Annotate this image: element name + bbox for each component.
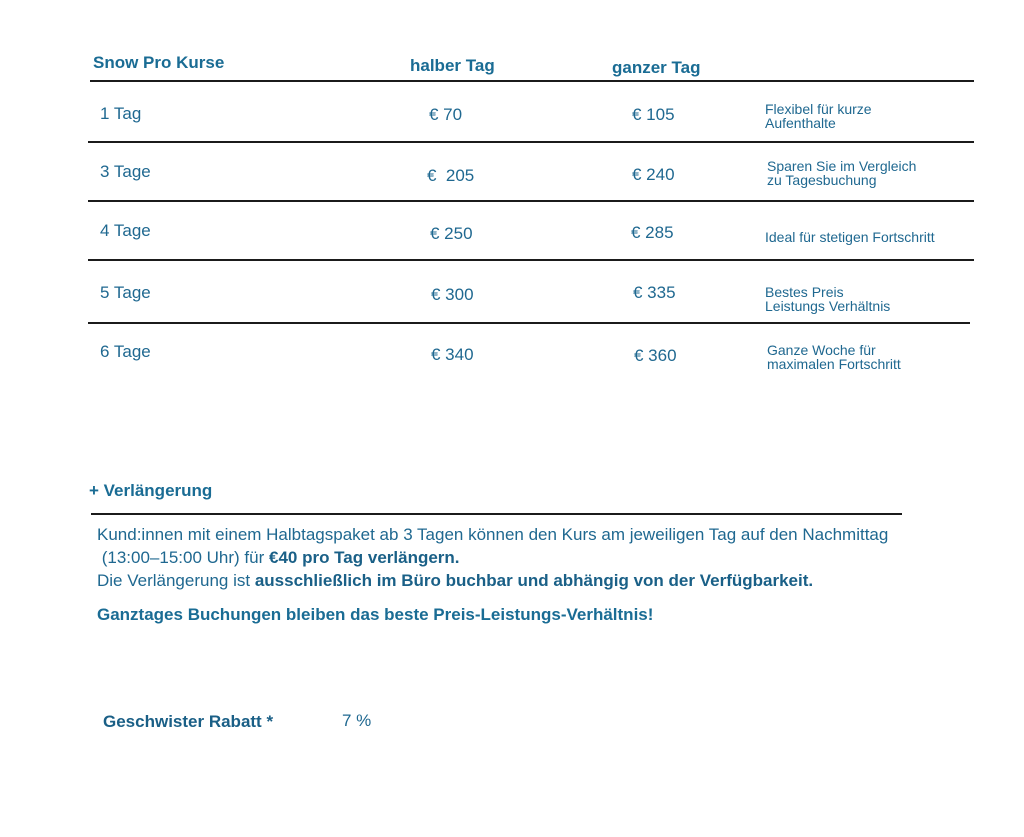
row-note: Bestes Preis Leistungs Verhältnis [765, 284, 891, 314]
row-full-price: € 335 [633, 283, 676, 302]
row-note: Flexibel für kurze Aufenthalte [765, 101, 872, 131]
header-course: Snow Pro Kurse [93, 53, 225, 72]
extension-text-line2: (13:00–15:00 Uhr) für €40 pro Tag verlängern. [97, 548, 460, 567]
row-half-price: € 300 [431, 285, 474, 304]
row-half-price: € 250 [430, 224, 473, 243]
extension-highlight: Ganztages Buchungen bleiben das beste Preis-Leistungs-Verhältnis! [97, 605, 654, 624]
discount-label: Geschwister Rabatt * [103, 712, 274, 731]
row-duration: 1 Tag [100, 104, 142, 123]
row-full-price: € 360 [634, 346, 677, 365]
row-divider [88, 259, 974, 261]
row-full-price: € 285 [631, 223, 674, 242]
row-note: Ideal für stetigen Fortschritt [765, 229, 935, 245]
row-half-price: € 340 [431, 345, 474, 364]
row-duration: 4 Tage [100, 221, 151, 240]
row-half-price: € 70 [429, 105, 463, 124]
header-full-day: ganzer Tag [612, 58, 701, 77]
extension-text-line1: Kund:innen mit einem Halbtagspaket ab 3 Tagen können den Kurs am jeweiligen Tag auf den Nachmittag [97, 525, 889, 544]
row-full-price: € 105 [632, 105, 675, 124]
extension-title: + Verlängerung [89, 481, 213, 500]
row-note: Ganze Woche für maximalen Fortschritt [767, 342, 901, 372]
row-note: Sparen Sie im Vergleich zu Tagesbuchung [767, 158, 917, 188]
row-full-price: € 240 [632, 165, 675, 184]
row-duration: 5 Tage [100, 283, 151, 302]
header-half-day: halber Tag [410, 56, 495, 75]
row-divider [88, 200, 974, 202]
row-duration: 6 Tage [100, 342, 151, 361]
header-divider [90, 80, 974, 82]
row-divider [88, 141, 974, 143]
row-half-price: € 205 [427, 166, 475, 185]
row-duration: 3 Tage [100, 162, 151, 181]
extension-text-line3: Die Verlängerung ist ausschließlich im Büro buchbar und abhängig von der Verfügbarkeit. [97, 571, 814, 590]
extension-divider [91, 513, 902, 515]
row-divider [88, 322, 970, 324]
discount-value: 7 % [342, 711, 372, 730]
